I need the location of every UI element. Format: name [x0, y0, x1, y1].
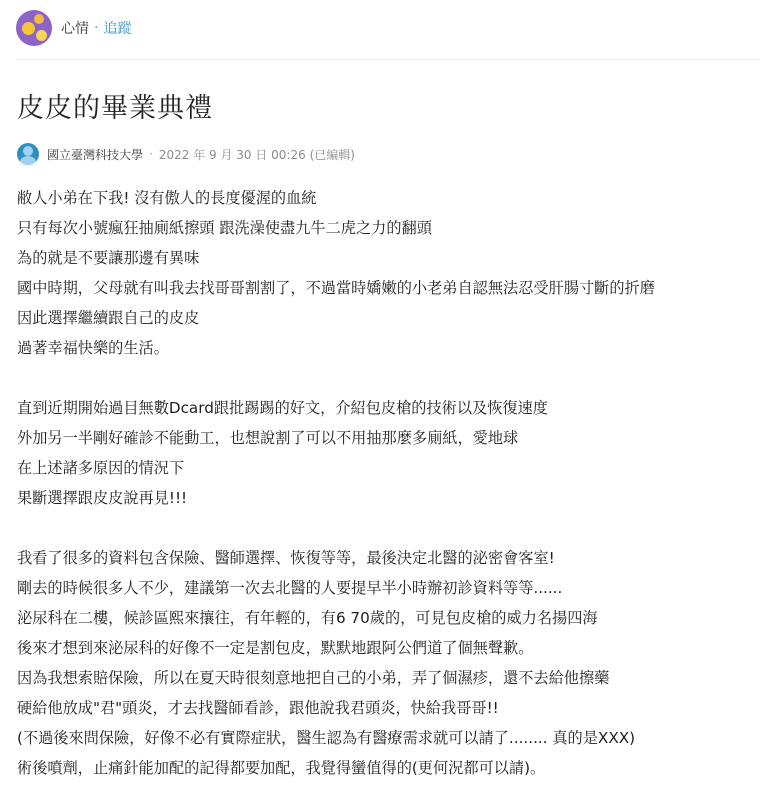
post-line: 因為我想索賠保險，所以在夏天時很刻意地把自己的小弟，弄了個濕疹，還不去給他擦藥	[17, 669, 610, 687]
post-title: 皮皮的畢業典禮	[17, 93, 213, 124]
post-line: 因此選擇繼續跟自己的皮皮	[17, 309, 200, 327]
post-line: 泌尿科在二樓，候診區熙來攘往，有年輕的，有6 70歲的，可見包皮槍的威力名揚四海	[17, 609, 598, 627]
post-line: 我看了很多的資料包含保險、醫師選擇、恢復等等，最後決定北醫的泌密會客室!	[17, 549, 555, 567]
post-line: 敝人小弟在下我! 沒有傲人的長度優渥的血統	[17, 189, 317, 207]
post-line: 果斷選擇跟皮皮說再見!!!	[17, 489, 188, 507]
school-avatar-icon	[17, 143, 39, 165]
board-header	[16, 10, 131, 46]
emoji-board-avatar-icon[interactable]	[16, 10, 52, 46]
post-line: 剛去的時候很多人不少，建議第一次去北醫的人要提早半小時辦初診資料等等......	[17, 579, 563, 597]
post-line: 後來才想到來泌尿科的好像不一定是割包皮，默默地跟阿公們道了個無聲歉。	[17, 639, 534, 657]
post-line: 術後噴劑，止痛針能加配的記得都要加配，我覺得蠻值得的(更何況都可以請)。	[17, 759, 546, 777]
paragraph-gap	[17, 513, 767, 543]
follow-button[interactable]: 追蹤	[103, 21, 132, 37]
meta-separator: ·	[149, 147, 153, 161]
post-timestamp: 2022 年 9 月 30 日 00:26 (已編輯)	[158, 147, 355, 162]
post-content	[17, 183, 767, 783]
paragraph-gap	[17, 363, 767, 393]
board-separator: ·	[94, 20, 99, 36]
post-line: (不過後來問保險，好像不必有實際症狀，醫生認為有醫療需求就可以請了........ 真的是XXX)	[17, 729, 636, 747]
author-name[interactable]: 國立臺灣科技大學	[47, 147, 144, 162]
post-line: 在上述諸多原因的情況下	[17, 459, 185, 477]
post-meta	[17, 143, 355, 165]
header-divider	[16, 59, 761, 60]
board-name[interactable]: 心情	[61, 21, 89, 37]
post-line: 直到近期開始過目無數Dcard跟批踢踢的好文，介紹包皮槍的技術以及恢復速度	[17, 399, 548, 417]
post-line: 只有每次小號瘋狂抽廁紙擦頭 跟洗澡使盡九牛二虎之力的翻頭	[17, 219, 432, 237]
post-line: 硬給他放成"君"頭炎，才去找醫師看診，跟他說我君頭炎，快給我哥哥!!	[17, 699, 499, 717]
post-line: 為的就是不要讓那邊有異味	[17, 249, 200, 267]
post-line: 外加另一半剛好確診不能動工，也想說割了可以不用抽那麼多廁紙，愛地球	[17, 429, 519, 447]
post-line: 過著幸福快樂的生活。	[17, 339, 169, 357]
post-line: 國中時期，父母就有叫我去找哥哥割割了，不過當時嬌嫩的小老弟自認無法忍受肝腸寸斷的折磨	[17, 279, 655, 297]
